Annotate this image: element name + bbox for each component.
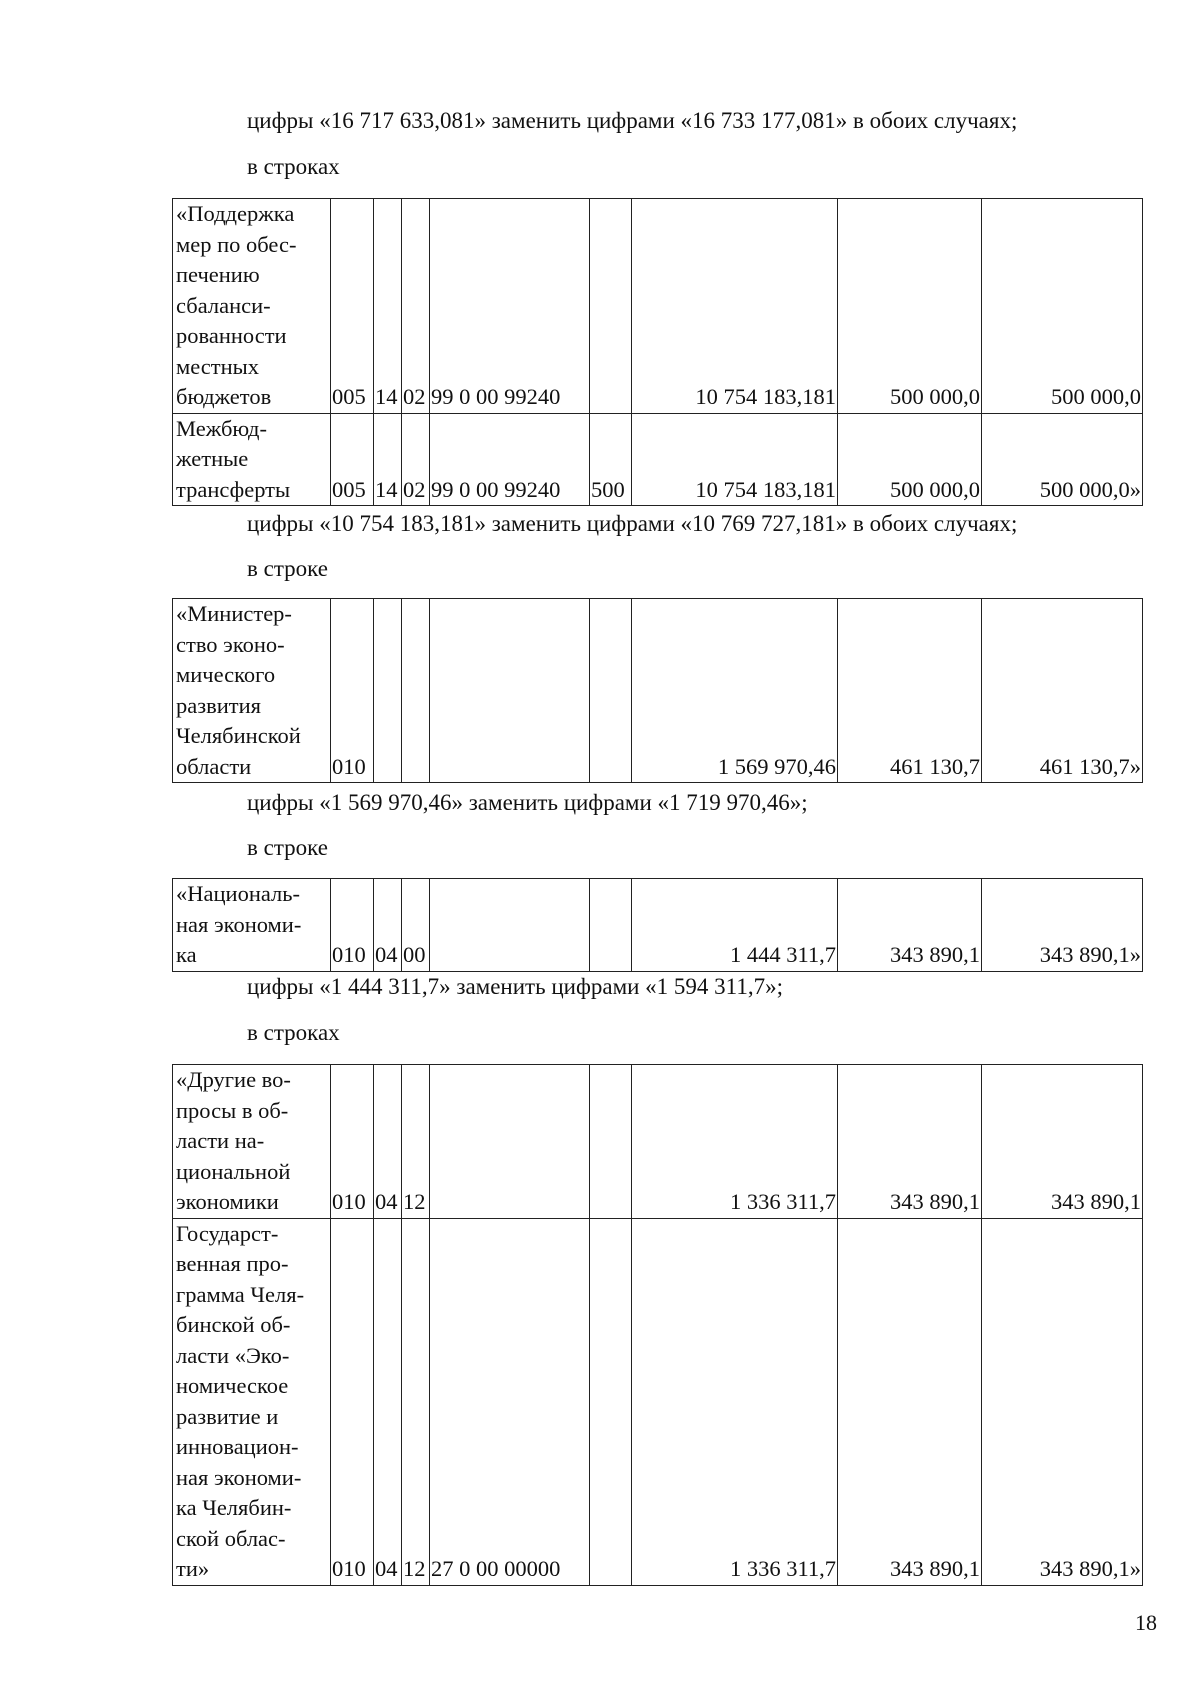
row-name-line: ная экономи- [176, 911, 302, 937]
row-name [173, 599, 331, 783]
row-name-line: бюджетов [176, 384, 272, 409]
section-code: 14 [374, 199, 402, 414]
subsection-code: 02 [402, 199, 430, 414]
row-name-line: «Министер- [176, 601, 292, 626]
expense-type-code [590, 879, 632, 972]
row-name-line: бинской об- [176, 1312, 291, 1337]
row-name-line: ная экономи- [176, 1464, 302, 1490]
row-name-line: Межбюд- [176, 415, 267, 441]
ved-code: 010 [331, 879, 374, 972]
target-article-code [430, 599, 590, 783]
ved-code: 010 [331, 599, 374, 783]
paragraph-in-row-3: в строке [247, 835, 328, 860]
amount-year-1: 1 336 311,7 [632, 1065, 838, 1219]
row-name-line: «Другие во- [176, 1067, 291, 1092]
expense-type-code: 500 [590, 413, 632, 506]
amount-year-2: 343 890,1 [838, 879, 982, 972]
target-article-code [430, 879, 590, 972]
row-name [173, 413, 331, 506]
row-name [173, 1065, 331, 1219]
row-name-line: местных [176, 353, 260, 379]
subsection-code: 02 [402, 413, 430, 506]
amount-year-3: 343 890,1» [982, 1218, 1143, 1585]
row-name-line: области [176, 753, 252, 779]
row-name-line: «Националь- [176, 881, 301, 906]
paragraph-in-rows-4: в строках [247, 1020, 340, 1045]
row-name-line: печению [176, 262, 260, 287]
row-name-line: ти» [176, 1556, 210, 1581]
expense-type-code [590, 199, 632, 414]
row-name-line: «Поддержка [176, 201, 295, 226]
amount-year-3: 343 890,1» [982, 879, 1143, 972]
target-article-code [430, 1065, 590, 1219]
row-name-line: мического [176, 662, 276, 687]
row-name-line: ство эконо- [176, 631, 285, 657]
table-row [173, 199, 1143, 414]
amendment-table-4 [172, 1064, 1143, 1586]
paragraph-replace-3: цифры «1 569 970,46» заменить цифрами «1 719 970,46»; [247, 790, 808, 815]
row-name-line: ласти на- [176, 1128, 265, 1153]
expense-type-code [590, 599, 632, 783]
amendment-table-2 [172, 598, 1143, 783]
section-code: 04 [374, 1218, 402, 1585]
amount-year-1: 1 444 311,7 [632, 879, 838, 972]
amount-year-2: 343 890,1 [838, 1218, 982, 1585]
row-name-line: циональной [176, 1158, 291, 1184]
amount-year-1: 10 754 183,181 [632, 199, 838, 414]
row-name [173, 879, 331, 972]
ved-code: 005 [331, 199, 374, 414]
subsection-code [402, 599, 430, 783]
row-name-line: рованности [176, 323, 287, 348]
target-article-code: 99 0 00 99240 [430, 413, 590, 506]
section-code [374, 599, 402, 783]
page-number: 18 [1135, 1610, 1157, 1635]
row-name-line: номическое [176, 1373, 289, 1398]
paragraph-in-row-2: в строке [247, 556, 328, 581]
row-name-line: жетные [176, 446, 249, 471]
row-name-line: трансферты [176, 476, 291, 502]
row-name-line: развития [176, 692, 262, 718]
row-name-line: инновацион- [176, 1434, 299, 1459]
expense-type-code [590, 1065, 632, 1219]
row-name-line: Государст- [176, 1220, 279, 1246]
amount-year-1: 1 336 311,7 [632, 1218, 838, 1585]
row-name [173, 199, 331, 414]
subsection-code: 00 [402, 879, 430, 972]
ved-code: 010 [331, 1218, 374, 1585]
table-row [173, 1218, 1143, 1585]
paragraph-replace-2: цифры «10 754 183,181» заменить цифрами «10 769 727,181» в обоих случаях; [247, 511, 1018, 536]
row-name-line: экономики [176, 1189, 279, 1214]
amount-year-3: 343 890,1 [982, 1065, 1143, 1219]
row-name [173, 1218, 331, 1585]
expense-type-code [590, 1218, 632, 1585]
subsection-code: 12 [402, 1218, 430, 1585]
row-name-line: ласти «Эко- [176, 1342, 290, 1368]
row-name-line: грамма Челя- [176, 1281, 305, 1307]
paragraph-replace-1: цифры «16 717 633,081» заменить цифрами «16 733 177,081» в обоих случаях; [247, 108, 1018, 133]
row-name-line: развитие и [176, 1403, 279, 1429]
amount-year-3: 500 000,0» [982, 413, 1143, 506]
amendment-table-1 [172, 198, 1143, 506]
amount-year-2: 461 130,7 [838, 599, 982, 783]
amount-year-3: 500 000,0 [982, 199, 1143, 414]
section-code: 04 [374, 879, 402, 972]
table-row [173, 879, 1143, 972]
row-name-line: сбаланси- [176, 292, 271, 318]
section-code: 04 [374, 1065, 402, 1219]
section-code: 14 [374, 413, 402, 506]
row-name-line: ской облас- [176, 1525, 286, 1551]
row-name-line: ка [176, 942, 197, 967]
amount-year-3: 461 130,7» [982, 599, 1143, 783]
amendment-table-3 [172, 878, 1143, 972]
row-name-line: ка Челябин- [176, 1495, 292, 1520]
amount-year-2: 500 000,0 [838, 199, 982, 414]
paragraph-in-rows-1: в строках [247, 154, 340, 179]
amount-year-1: 1 569 970,46 [632, 599, 838, 783]
row-name-line: венная про- [176, 1251, 289, 1276]
amount-year-1: 10 754 183,181 [632, 413, 838, 506]
ved-code: 010 [331, 1065, 374, 1219]
amount-year-2: 343 890,1 [838, 1065, 982, 1219]
table-row [173, 1065, 1143, 1219]
row-name-line: мер по обес- [176, 231, 297, 257]
row-name-line: Челябинской [176, 723, 301, 748]
subsection-code: 12 [402, 1065, 430, 1219]
paragraph-replace-4: цифры «1 444 311,7» заменить цифрами «1 594 311,7»; [247, 974, 783, 999]
row-name-line: просы в об- [176, 1097, 289, 1123]
target-article-code: 99 0 00 99240 [430, 199, 590, 414]
table-row [173, 599, 1143, 783]
target-article-code: 27 0 00 00000 [430, 1218, 590, 1585]
amount-year-2: 500 000,0 [838, 413, 982, 506]
table-row [173, 413, 1143, 506]
ved-code: 005 [331, 413, 374, 506]
